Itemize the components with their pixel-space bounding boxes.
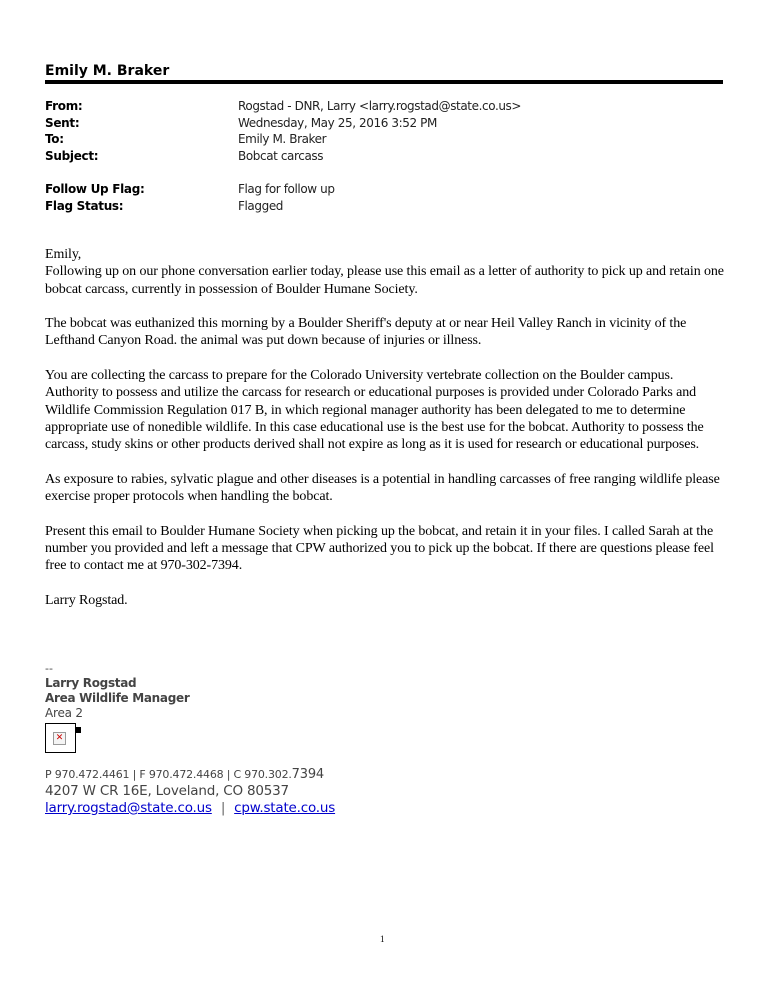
phone-numbers	[45, 767, 335, 783]
header-row-from	[45, 98, 521, 115]
flag-status-label: Flag Status:	[45, 198, 124, 213]
signature-name: Larry Rogstad	[45, 676, 137, 690]
sent-value: Wednesday, May 25, 2016 3:52 PM	[238, 115, 437, 130]
header-row-sent	[45, 115, 521, 132]
follow-up-flag-value: Flag for follow up	[238, 182, 335, 196]
follow-up-flag-label: Follow Up Flag:	[45, 182, 145, 196]
to-label: To:	[45, 132, 64, 146]
from-label: From:	[45, 99, 83, 113]
mailbox-owner-name: Emily M. Braker	[45, 63, 170, 79]
body-paragraph: Present this email to Boulder Humane Society when picking up the bobcat, and retain it in your files. I called Sarah at the number you provided and left a message that CPW authorized you to pick up the bobcat. If there are questions please feel free to contact me at 970-302-7394.	[45, 523, 714, 574]
signature-block	[45, 662, 189, 720]
body-paragraph: The bobcat was euthanized this morning by a Boulder Sheriff's deputy at or near Heil Valley Ranch in vicinity of the Lefthand Canyon Road. the animal was put down because of injuries or illness.	[45, 316, 687, 349]
signature-separator: --	[45, 662, 53, 675]
email-header-fields	[45, 98, 521, 164]
greeting: Emily,	[45, 247, 82, 262]
image-tag-icon	[75, 727, 81, 733]
phone-line-tail: 7394	[291, 767, 324, 782]
header-row-to	[45, 131, 521, 148]
body-paragraph: As exposure to rabies, sylvatic plague and other diseases is a potential in handling carcasses of free ranging wildlife please exercise proper protocols when handling the bobcat.	[45, 471, 720, 505]
website-link[interactable]: cpw.state.co.us	[234, 800, 336, 816]
phone-line: P 970.472.4461 | F 970.472.4468 | C 970.302.	[45, 768, 292, 781]
flag-status-value: Flagged	[238, 198, 284, 213]
signature-area: Area 2	[45, 706, 83, 720]
broken-image-icon: ✕	[53, 732, 66, 745]
subject-label: Subject:	[45, 148, 99, 163]
page-number: 1	[380, 934, 385, 944]
subject-value: Bobcat carcass	[238, 148, 324, 163]
header-row-flag-status	[45, 198, 335, 215]
contact-block	[45, 767, 335, 817]
header-divider	[45, 80, 723, 84]
email-flag-fields	[45, 181, 335, 214]
body-paragraph: You are collecting the carcass to prepare for the Colorado University vertebrate collection on the Boulder campus. Authority to possess and utilize the carcass for research or educational purposes is provided under Colorado Parks and Wildlife Commission Regulation 017 B, in which regional manager authority has been delegated to me to determine appropriate use of nonedible wildlife. In this case educational use is the best use for the bobcat. Authority to possess the carcass, study skins or other products derived shall not expire as long as it is used for research or educational purposes.	[45, 368, 704, 453]
contact-links	[45, 800, 335, 817]
email-body	[45, 246, 725, 627]
from-value: Rogstad - DNR, Larry <larry.rogstad@state.co.us>	[238, 99, 522, 113]
signature-image-placeholder	[45, 723, 76, 753]
header-row-follow-up-flag	[45, 181, 335, 198]
sign-off: Larry Rogstad.	[45, 592, 128, 608]
email-link[interactable]: larry.rogstad@state.co.us	[45, 800, 212, 816]
sent-label: Sent:	[45, 115, 80, 130]
to-value: Emily M. Braker	[238, 132, 327, 146]
signature-title: Area Wildlife Manager	[45, 691, 190, 705]
link-separator: |	[220, 800, 226, 816]
body-paragraph: Following up on our phone conversation earlier today, please use this email as a letter of authority to pick up and retain one bobcat carcass, currently in possession of Boulder Humane Society.	[45, 264, 724, 297]
postal-address: 4207 W CR 16E, Loveland, CO 80537	[45, 783, 289, 799]
header-row-subject	[45, 148, 521, 165]
